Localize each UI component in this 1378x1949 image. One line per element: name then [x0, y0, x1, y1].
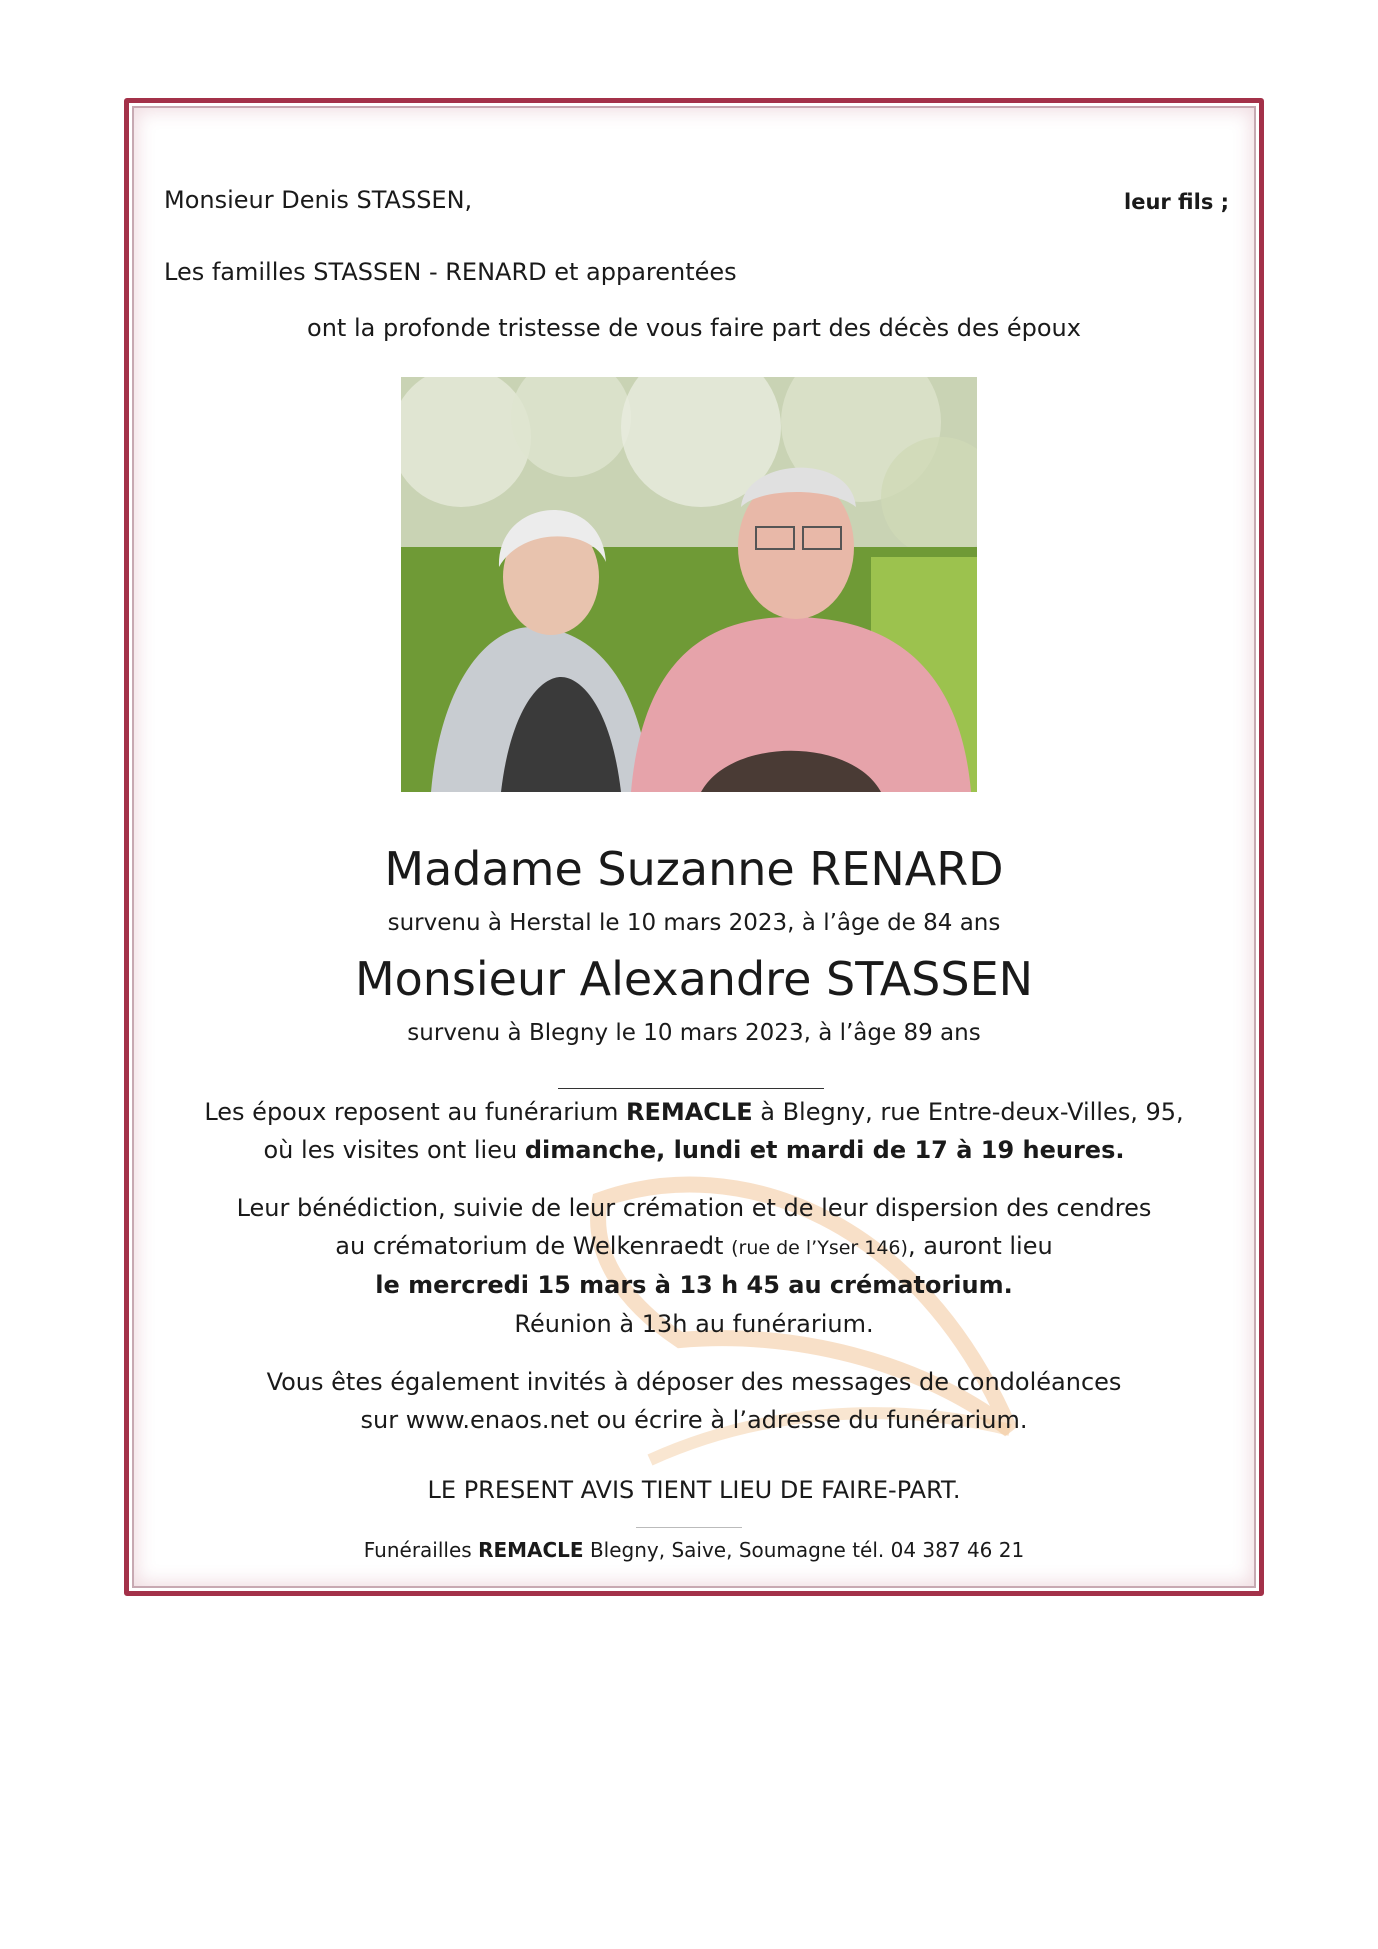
footer-contact: Blegny, Saive, Soumagne tél. 04 387 46 21: [583, 1538, 1025, 1562]
visitation-line-2: [124, 1131, 1264, 1169]
families-line: Les familles STASSEN - RENARD et apparentées: [164, 258, 737, 286]
footer-funeral-home: REMACLE: [478, 1538, 584, 1562]
footer-text: Funérailles: [363, 1538, 479, 1562]
announcement-line: ont la profonde tristesse de vous faire part des décès des époux: [307, 314, 1081, 342]
visitation-address: à Blegny, rue Entre-deux-Villes, 95,: [752, 1098, 1184, 1126]
crematorium-address: (rue de l’Yser 146): [731, 1237, 908, 1259]
ceremony-date: le mercredi 15 mars à 13 h 45 au crématorium.: [375, 1271, 1013, 1299]
footer-line: [124, 1535, 1264, 1565]
son-name: Monsieur Denis STASSEN,: [164, 186, 473, 214]
funeral-home-name: REMACLE: [625, 1098, 753, 1126]
deceased-detail-2: survenu à Blegny le 10 mars 2023, à l’âge 89 ans: [407, 1020, 981, 1046]
visitation-hours-intro: où les visites ont lieu: [263, 1136, 525, 1164]
gathering-line: Réunion à 13h au funérarium.: [514, 1310, 874, 1338]
visitation-hours: dimanche, lundi et mardi de 17 à 19 heures.: [524, 1136, 1125, 1164]
condolences-line-1: Vous êtes également invités à déposer des messages de condoléances: [266, 1368, 1122, 1396]
deceased-name-2: Monsieur Alexandre STASSEN: [354, 952, 1034, 1006]
couple-photo: [401, 377, 977, 792]
condolences-line-2: sur www.enaos.net ou écrire à l’adresse du funérarium.: [360, 1406, 1028, 1434]
son-relation: leur fils ;: [1124, 190, 1230, 214]
deceased-detail-1: survenu à Herstal le 10 mars 2023, à l’âge de 84 ans: [387, 910, 1001, 936]
visitation-line-1: [124, 1093, 1264, 1131]
ceremony-line-1: Leur bénédiction, suivie de leur crémation et de leur dispersion des cendres: [236, 1194, 1152, 1222]
notice-statement: LE PRESENT AVIS TIENT LIEU DE FAIRE-PART.: [427, 1476, 961, 1504]
deceased-name-1: Madame Suzanne RENARD: [384, 842, 1004, 896]
crematorium-text: au crématorium de Welkenraedt: [335, 1232, 732, 1260]
ceremony-line-2: [124, 1227, 1264, 1267]
separator-line: [558, 1088, 824, 1089]
footer-separator: [636, 1527, 742, 1528]
ceremony-text: , auront lieu: [907, 1232, 1053, 1260]
visitation-text: Les époux reposent au funérarium: [204, 1098, 626, 1126]
